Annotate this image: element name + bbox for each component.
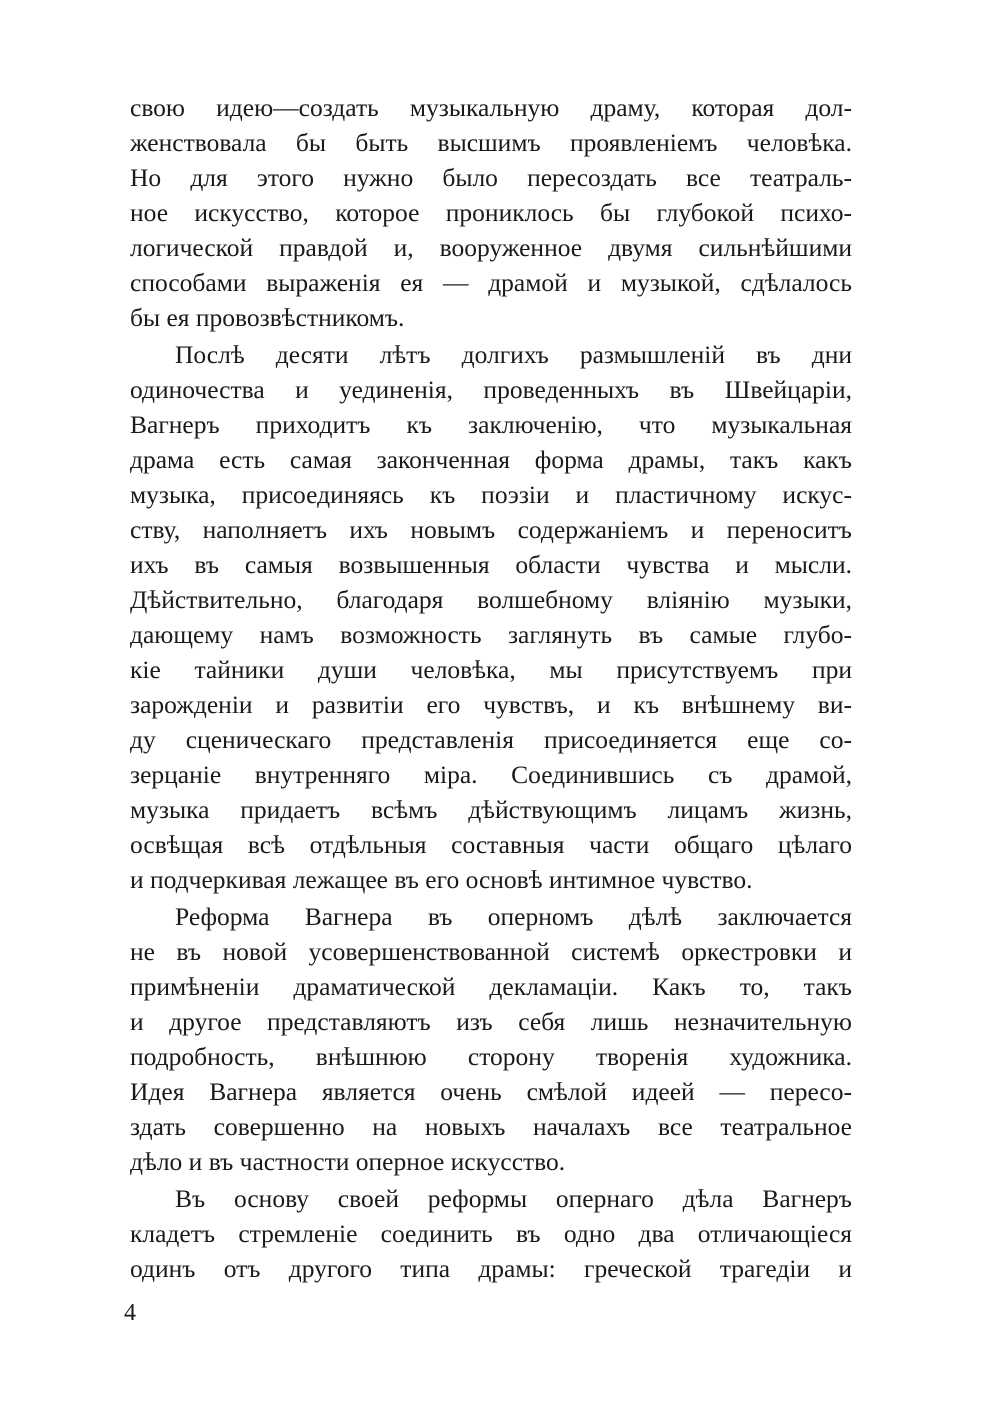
- text-line: бы ея провозвѣстникомъ.: [130, 303, 405, 332]
- text-line: женствовала бы быть высшимъ проявленіемъ человѣка.: [130, 128, 852, 157]
- text-line: дѣло и въ частности оперное искусство.: [130, 1147, 566, 1176]
- text-line: ству, наполняетъ ихъ новымъ содержаніемъ и переноситъ: [130, 515, 852, 544]
- text-line: ное искусство, которое прониклось бы глубокой психо-: [130, 198, 852, 227]
- text-line: зарожденіи и развитіи его чувствъ, и къ внѣшнему ви-: [130, 690, 852, 719]
- text-line: логической правдой и, вооруженное двумя сильнѣйшими: [130, 233, 852, 262]
- text-line: драма есть самая законченная форма драмы, такъ какъ: [130, 445, 852, 474]
- text-line: кіе тайники души человѣка, мы присутствуемъ при: [130, 655, 852, 684]
- text-line: Реформа Вагнера въ оперномъ дѣлѣ заключается: [175, 902, 852, 931]
- text-line: Но для этого нужно было пересоздать все театраль-: [130, 163, 852, 192]
- page-number: 4: [124, 1300, 136, 1326]
- text-line: и другое представляютъ изъ себя лишь незначительную: [130, 1007, 852, 1036]
- page-body: [130, 90, 852, 1288]
- text-line: Дѣйствительно, благодаря волшебному вліянію музыки,: [130, 585, 852, 614]
- text-line: ихъ въ самыя возвышенныя области чувства и мысли.: [130, 550, 852, 579]
- text-line: освѣщая всѣ отдѣльныя составныя части общаго цѣлаго: [130, 830, 852, 859]
- text-line: Послѣ десяти лѣтъ долгихъ размышленій въ дни: [175, 340, 852, 369]
- text-line: способами выраженія ея — драмой и музыкой, сдѣлалось: [130, 268, 852, 297]
- text-line: дающему намъ возможность заглянуть въ самые глубо-: [130, 620, 852, 649]
- text-line: кладетъ стремленіе соединить въ одно два отличающіеся: [130, 1219, 852, 1248]
- text-line: зерцаніе внутренняго міра. Соединившись съ драмой,: [130, 760, 852, 789]
- text-line: здать совершенно на новыхъ началахъ все театральное: [130, 1112, 852, 1141]
- text-line: не въ новой усовершенствованной системѣ оркестровки и: [130, 937, 852, 966]
- text-line: подробность, внѣшнюю сторону творенія художника.: [130, 1042, 852, 1071]
- paragraph: [130, 899, 852, 1179]
- text-line: одинъ отъ другого типа драмы: греческой трагедіи и: [130, 1254, 852, 1283]
- text-line: Вагнеръ приходитъ къ заключенію, что музыкальная: [130, 410, 852, 439]
- paragraph: [130, 337, 852, 897]
- paragraph: [130, 90, 852, 335]
- text-line: Идея Вагнера является очень смѣлой идеей — пересо-: [130, 1077, 852, 1106]
- paragraph: [130, 1181, 852, 1286]
- text-line: и подчеркивая лежащее въ его основѣ интимное чувство.: [130, 865, 753, 894]
- text-line: одиночества и уединенія, проведенныхъ въ Швейцаріи,: [130, 375, 852, 404]
- text-line: музыка придаетъ всѣмъ дѣйствующимъ лицамъ жизнь,: [130, 795, 852, 824]
- text-line: музыка, присоединяясь къ поэзіи и пластичному искус-: [130, 480, 852, 509]
- text-line: Въ основу своей реформы опернаго дѣла Вагнеръ: [175, 1184, 852, 1213]
- text-line: примѣненіи драматической декламаціи. Какъ то, такъ: [130, 972, 852, 1001]
- text-line: ду сценическаго представленія присоединяется еще со-: [130, 725, 852, 754]
- text-line: свою идею—создать музыкальную драму, которая дол-: [130, 93, 852, 122]
